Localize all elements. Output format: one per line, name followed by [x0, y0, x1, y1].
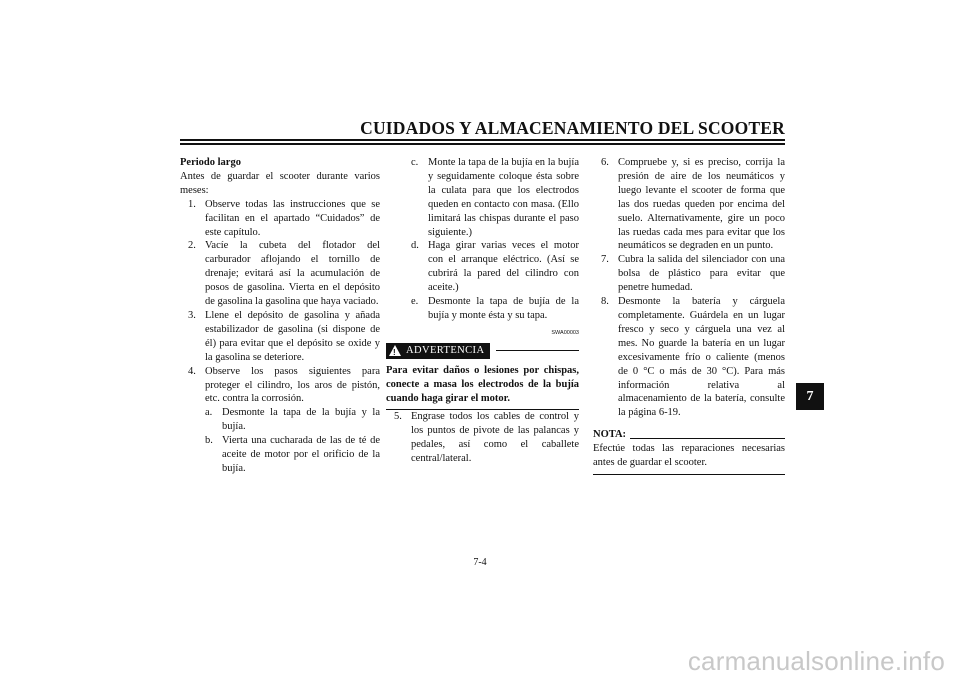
item-text: Engrase todos los cables de control y los puntos de pivote de las palancas y pedales, así como el caballete central/lateral. [411, 411, 579, 465]
list-item [593, 295, 785, 420]
sub-list-item [386, 156, 579, 239]
item-letter: a. [205, 407, 213, 419]
list-item [593, 253, 785, 295]
item-letter: e. [411, 296, 419, 308]
item-text: Vacíe la cubeta del flotador del carburador aflojando el tornillo de drenaje; evitará así la acumulación de posos de gasolina. Vierta en el depósito de gasolina la gasolina que haya vaciado. [205, 240, 380, 308]
item-text: Llene el depósito de gasolina y añada estabilizador de gasolina (si dispone de él) para evitar que el depósito se oxide y la gasolina se deteriore. [205, 309, 380, 363]
warning-label: ADVERTENCIA [406, 344, 485, 356]
list-item [180, 198, 380, 240]
section-heading: Periodo largo [180, 157, 241, 168]
item-text: Cubra la salida del silenciador con una bolsa de plástico para evitar que penetre humedad. [618, 254, 785, 294]
item-text: Observe todas las instrucciones que se facilitan en el apartado “Cuidados” de este capítulo. [205, 198, 380, 238]
note-rule [630, 438, 785, 439]
note-header [593, 428, 785, 442]
sub-list-item [180, 406, 380, 434]
note-label: NOTA: [593, 429, 627, 441]
item-number: 4. [188, 365, 196, 377]
page-title: CUIDADOS Y ALMACENAMIENTO DEL SCOOTER [360, 118, 785, 138]
item-number: 3. [188, 309, 196, 321]
warning-rule [496, 350, 579, 351]
chapter-tab: 7 [796, 383, 824, 410]
intro-text: Antes de guardar el scooter durante varios meses: [180, 170, 380, 196]
warning-text: Para evitar daños o lesiones por chispas, conecte a masa los electrodos de la bujía cuando haga girar el motor. [386, 364, 579, 411]
watermark: carmanualsonline.info [687, 646, 945, 676]
list-item [386, 410, 579, 466]
sub-list-item [386, 295, 579, 323]
warning-badge [386, 343, 490, 359]
sub-list-item [386, 239, 579, 295]
item-letter: d. [411, 240, 419, 252]
item-text: Monte la tapa de la bujía en la bujía y seguidamente coloque ésta sobre la culata para que los electrodos queden en contacto con masa. (Ello limitará las chispas durante el paso siguiente.) [428, 157, 579, 238]
sub-list-item [180, 434, 380, 476]
item-number: 5. [394, 411, 402, 423]
item-number: 6. [601, 157, 609, 168]
item-text: Observe los pasos siguientes para proteger el cilindro, los aros de pistón, etc. contra la corrosión. [205, 365, 380, 405]
header-rule-bottom [180, 143, 785, 145]
item-number: 1. [188, 198, 196, 210]
item-number: 8. [601, 296, 609, 308]
item-letter: c. [411, 157, 419, 168]
warning-code: SWA00003 [551, 329, 579, 336]
list-item [593, 156, 785, 253]
warning-header [386, 343, 579, 359]
item-letter: b. [205, 435, 213, 447]
item-number: 7. [601, 254, 609, 266]
list-item [180, 239, 380, 309]
item-text: Vierta una cucharada de las de té de aceite de motor por el orificio de la bujía. [222, 435, 380, 474]
list-item [180, 309, 380, 365]
warning-triangle-icon: ! [389, 345, 401, 356]
item-text: Compruebe y, si es preciso, corrija la presión de aire de los neumáticos y luego levante el scooter de forma que las dos ruedas queden por encima del suelo. Alternativamente, gire un poco las ruedas cada mes para evitar que los neumáticos se degraden en un punto. [618, 157, 785, 252]
column-3 [593, 156, 785, 475]
column-2 [386, 156, 579, 466]
header-rule-top [180, 139, 785, 141]
note-text: Efectúe todas las reparaciones necesarias antes de guardar el scooter. [593, 442, 785, 475]
item-number: 2. [188, 240, 196, 252]
list-item [180, 365, 380, 407]
page-number: 7-4 [473, 557, 487, 568]
item-text: Desmonte la batería y cárguela completamente. Guárdela en un lugar fresco y seco y cárguela una vez al mes. No guarde la batería en un lugar excesivamente frío o caliente (menos de 0 °C o más de 30 °C). Para más información relativa al almacenamiento de la batería, consulte la página 6-19. [618, 296, 785, 419]
item-text: Desmonte la tapa de bujía de la bujía y monte ésta y su tapa. [428, 296, 579, 321]
item-text: Haga girar varias veces el motor con el arranque eléctrico. (Así se cubrirá la pared del cilindro con aceite.) [428, 240, 579, 294]
column-1 [180, 156, 380, 476]
item-text: Desmonte la tapa de la bujía y la bujía. [222, 407, 380, 433]
